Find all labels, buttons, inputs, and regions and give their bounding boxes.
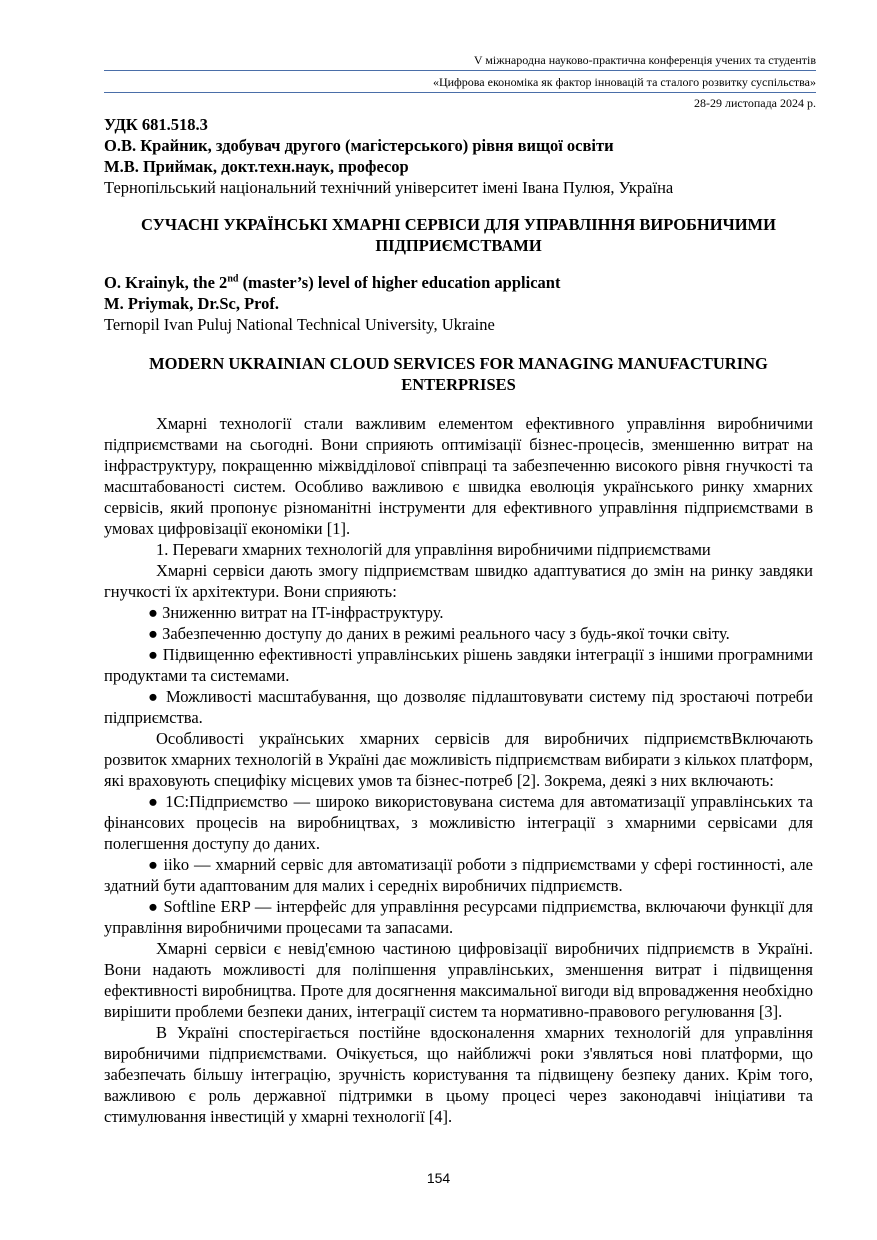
bullet-item: ● Можливості масштабування, що дозволяє підлаштовувати систему під зростаючі потреби підприємства. bbox=[104, 687, 813, 727]
header-rule bbox=[104, 70, 816, 71]
udk-code: УДК 681.518.3 bbox=[104, 115, 208, 134]
paragraph: Хмарні технології стали важливим елементом ефективного управління виробничими підприємствами на сьогодні. Вони сприяють оптимізації бізнес-процесів, зменшенню витрат на інфраструктуру, покращенню міжвідділової співпраці та забезпеченню високого рівня гнучкості та масштабованості систем. Особливо важливою є швидка еволюція українського ринку хмарних сервісів, який пропонує різноманітні інструменти для ефективного управління підприємствами в умовах цифровізації економіки [1]. bbox=[104, 414, 813, 538]
paragraph: Особливості українських хмарних сервісів для виробничих підприємствВключають розвиток хмарних технологій в Україні дає можливість підприємствам вибирати з кількох платформ, які враховують специфіку місцевих умов та бізнес-потреб [2]. Зокрема, деякі з них включають: bbox=[104, 729, 813, 790]
author-en-1: O. Krainyk, the 2nd (master’s) level of higher education applicant bbox=[104, 273, 561, 292]
title-en: MODERN UKRAINIAN CLOUD SERVICES FOR MANAGING MANUFACTURING ENTERPRISES bbox=[149, 354, 768, 394]
bullet-item: ● Забезпеченню доступу до даних в режимі реального часу з будь-якої точки світу. bbox=[148, 624, 730, 643]
conference-name: V міжнародна науково-практична конференція учених та студентів bbox=[473, 53, 816, 67]
author-ua-1: О.В. Крайник, здобувач другого (магістерського) рівня вищої освіти bbox=[104, 136, 614, 155]
page-number: 154 bbox=[426, 1170, 451, 1186]
author-ua-2: М.В. Приймак, докт.техн.наук, професор bbox=[104, 157, 409, 176]
bullet-item: ● Зниженню витрат на IT-інфраструктуру. bbox=[148, 603, 444, 622]
bullet-item: ● 1С:Підприємство — широко використовувана система для автоматизації управлінських та фінансових процесів на виробництвах, з можливістю інтеграції з хмарними сервісами для полегшення доступу до даних. bbox=[104, 792, 813, 853]
paragraph: В Україні спостерігається постійне вдосконалення хмарних технологій для управління виробничими підприємствами. Очікується, що найближчі роки з'являться нові платформи, що забезпечать більшу інтеграцію, зручність користування та підвищену безпеку даних. Крім того, важливою є роль державної підтримки в цьому процесі через законодавчі ініціативи та стимулювання інвестицій у хмарні технології [4]. bbox=[104, 1023, 813, 1126]
author-en-2: M. Priymak, Dr.Sc, Prof. bbox=[104, 294, 280, 313]
bullet-item: ● iiko — хмарний сервіс для автоматизації роботи з підприємствами у сфері гостинності, але здатний бути адаптованим для малих і середніх виробничих підприємств. bbox=[104, 855, 813, 895]
affiliation-en: Ternopil Ivan Puluj National Technical University, Ukraine bbox=[104, 315, 495, 334]
running-header bbox=[104, 52, 816, 68]
bullet-item: ● Підвищенню ефективності управлінських рішень завдяки інтеграції з іншими програмними продуктами та системами. bbox=[104, 645, 813, 685]
section-heading: 1. Переваги хмарних технологій для управління виробничими підприємствами bbox=[156, 540, 711, 559]
conference-date: 28-29 листопада 2024 р. bbox=[694, 96, 816, 110]
paragraph: Хмарні сервіси є невід'ємною частиною цифровізації виробничих підприємств в Україні. Вони надають можливості для поліпшення управлінських, зменшення витрат і підвищення ефективності виробництва. Проте для досягнення максимальної вигоди від впровадження необхідно вирішити проблеми безпеки даних, інтеграції систем та нормативно-правового регулювання [3]. bbox=[104, 939, 813, 1021]
conference-theme: «Цифрова економіка як фактор інновацій та сталого розвитку суспільства» bbox=[432, 75, 816, 89]
title-ua: СУЧАСНІ УКРАЇНСЬКІ ХМАРНІ СЕРВІСИ ДЛЯ УПРАВЛІННЯ ВИРОБНИЧИМИ ПІДПРИЄМСТВАМИ bbox=[141, 215, 776, 255]
affiliation-ua: Тернопільський національний технічний університет імені Івана Пулюя, Україна bbox=[104, 178, 674, 197]
running-header-theme bbox=[104, 74, 816, 90]
paragraph: Хмарні сервіси дають змогу підприємствам швидко адаптуватися до змін на ринку завдяки гнучкості їх архітектури. Вони сприяють: bbox=[104, 561, 813, 601]
running-header-date bbox=[104, 95, 816, 111]
header-rule bbox=[104, 92, 816, 93]
bullet-item: ● Softline ERP — інтерфейс для управління ресурсами підприємства, включаючи функції для управління виробничими процесами та запасами. bbox=[104, 897, 813, 937]
article-body bbox=[104, 114, 813, 1127]
